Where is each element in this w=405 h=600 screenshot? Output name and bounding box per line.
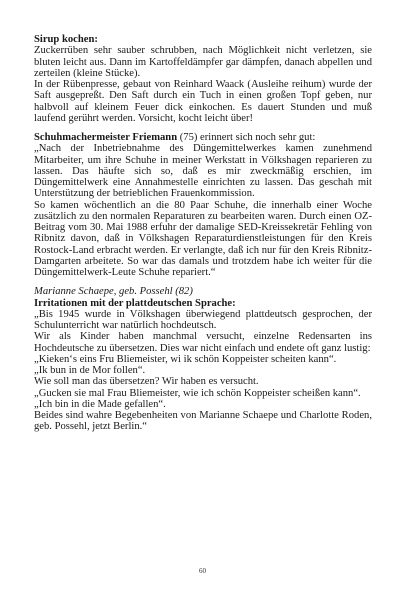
paragraph: „Bis 1945 wurde in Völkshagen überwiegend plattdeutsch gesprochen, der Schulunterricht war natürlich hochdeutsch. [34, 308, 372, 331]
section-sirup-kochen [34, 34, 372, 124]
paragraph: In der Rübenpresse, gebaut von Reinhard Waack (Ausleihe reihum) wurde der Saft ausgepreßt. Den Saft durch ein Tuch in einen großen Topf geben, nur halbvoll auf kleinem Feuer dick einkochen. Es dauert Stunden und muß laufend gerührt werden. Vorsicht, kocht leicht über! [34, 79, 372, 124]
quote: „Ik bun in de Mor follen“. [34, 365, 146, 376]
section-heading: Sirup kochen: [34, 34, 98, 45]
paragraph: Wie soll man das übersetzen? Wir haben es versucht. [34, 376, 259, 388]
section-heading: Irritationen mit der plattdeutschen Sprache: [34, 297, 236, 309]
heading-continuation: (75) erinnert sich noch sehr gut: [177, 132, 316, 143]
author-byline: Marianne Schaepe, geb. Possehl (82) [34, 286, 193, 298]
quote: „Gucken sie mal Frau Bliemeister, wie ich schön Koppeister scheißen kann“. [34, 387, 361, 399]
page-number: 60 [199, 567, 206, 575]
paragraph: Zuckerrüben sehr sauber schrubben, nach Möglichkeit nicht verletzen, sie bluten leicht aus. Dann im Kartoffeldämpfer gar dämpfen, danach abpellen und zerteilen (kleine Stücke). [34, 45, 372, 79]
paragraph: Wir als Kinder haben manchmal versucht, einzelne Redensarten ins Hochdeutsche zu übersetzen. Dies war nicht einfach und endete oft ganz lustig: [34, 331, 372, 354]
paragraph: „Nach der Inbetriebnahme des Düngemittelwerkes kamen zunehmend Mitarbeiter, um ihre Schuhe in meiner Werkstatt in Völkshagen reparieren zu lassen. Das häufte sich so, daß es mir zweckmäßig erschien, im Düngemittelwerk eine Annahmestelle einrichten zu lassen. Das geschah mit Unterstützung der betrieblichen Frauenkommission. [34, 143, 372, 200]
paragraph: So kamen wöchentlich an die 80 Paar Schuhe, die innerhalb einer Woche zusätzlich zu den normalen Reparaturen zu bearbeiten waren. Durch einen OZ-Beitrag vom 30. Mai 1988 erfuhr der damalige SED-Kreissekretär Fehling von Ribnitz davon, daß in Völkshagen Reparaturdienstleistungen für den Kreis Rostock-Land erbracht werden. Er verlangte, daß ich nur für den Kreis Ribnitz-Damgarten arbeitete. So war das damals und trotzdem habe ich weiter für die Düngemittelwerk-Leute Schuhe repariert.“ [34, 199, 372, 278]
quote: „Ich bin in die Made gefallen“. [34, 398, 166, 410]
paragraph: Beides sind wahre Begebenheiten von Marianne Schaepe und Charlotte Roden, geb. Possehl, jetzt Berlin.“ [34, 410, 372, 433]
section-heading-line [34, 132, 372, 143]
section-plattdeutsch [34, 286, 372, 432]
quote: „Kieken‘s eins Fru Bliemeister, wi ik schön Koppeister scheiten kann“. [34, 353, 337, 365]
section-schuhmachermeister [34, 132, 372, 278]
section-heading: Schuhmachermeister Friemann [34, 132, 178, 143]
